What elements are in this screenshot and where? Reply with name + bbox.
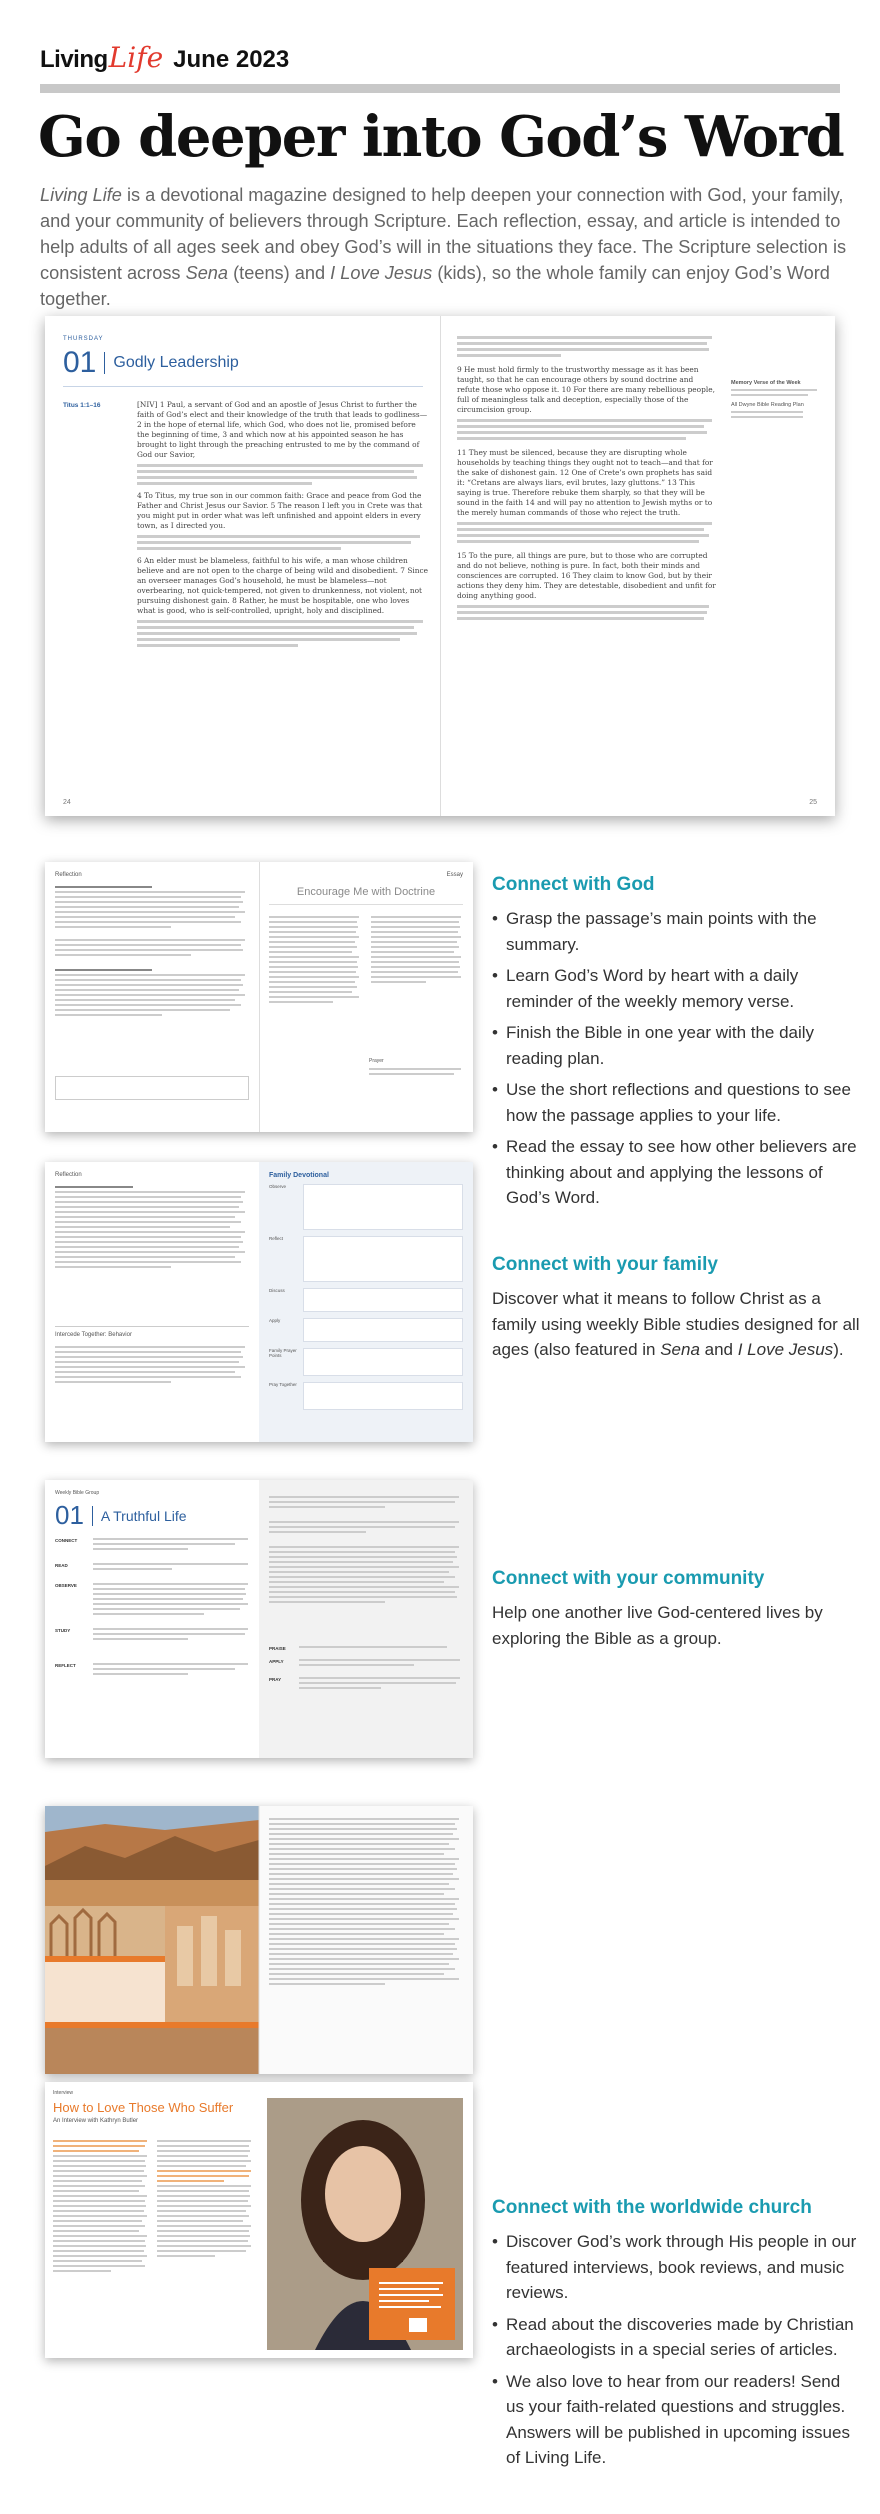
intro-text-1: is a devotional magazine designed to help deepen your connection with God, your family, and your community of believers through Scripture. Each reflection, essay, and article is intended to help adults of all ages seek and obey God’s will in the situations they face. The Scripture selection is consistent across xyxy=(40,185,847,283)
family-row xyxy=(269,1348,463,1376)
scripture-ref: Titus 1:1–16 xyxy=(63,402,101,409)
family-rows xyxy=(269,1184,463,1416)
row-label: Apply xyxy=(269,1318,281,1323)
essay-col-1 xyxy=(269,916,361,1006)
scripture-para-5: 11 They must be silenced, because they are disrupting whole households by teaching things they ought not to teach—and that for the sake of dishonest gain. 12 One of Crete’s own prophets has said it: “Cretans are always liars, evil brutes, lazy gluttons.” 13 This saying is true. Therefore rebuke them sharply, so that they will be sound in the faith 14 and will pay no attention to Jewish myths or to the merely human commands of those who reject the truth. xyxy=(457,448,713,517)
reflection-label: Reflection xyxy=(55,1172,82,1178)
group-label: Weekly Bible Group xyxy=(55,1490,100,1496)
family-row xyxy=(269,1184,463,1230)
section-title-church: Connect with the worldwide church xyxy=(492,2197,812,2218)
god-item: • Finish the Bible in one year with the daily reading plan. xyxy=(492,1020,862,1071)
god-list xyxy=(492,906,862,1211)
commentary-6 xyxy=(457,605,717,620)
group-row xyxy=(55,1583,251,1618)
intro-text-2: (teens) and xyxy=(228,263,331,283)
row-box xyxy=(303,1184,463,1230)
section-connect-family xyxy=(492,1254,862,1363)
right-text xyxy=(457,336,717,626)
scripture-para-4: 9 He must hold firmly to the trustworthy message as it has been taught, so that he can encourage others by sound doctrine and refute those who oppose it. 10 For there are many rebellious people, full of meaningless talk and deception, especially those of the circumcision group. xyxy=(457,365,715,414)
day-divider xyxy=(104,352,105,374)
devotion-title: Godly Leadership xyxy=(113,354,239,371)
carryover-commentary xyxy=(457,336,717,357)
scripture-para-3: 6 An elder must be blameless, faithful to his wife, a man whose children believe and are not open to the charge of being wild and disobedient. 7 Since an overseer manages God’s household, he must be blameless—not overbearing, not quick-tempered, not given to drunkenness, not violent, not pursuing dishonest gain. 8 Rather, he must be hospitable, one who loves what is good, who is self-controlled, upright, holy and disciplined. xyxy=(137,556,429,615)
group-right-rows xyxy=(269,1646,463,1700)
header-rule xyxy=(40,84,840,93)
interview-col-1 xyxy=(53,2140,149,2275)
group-row xyxy=(269,1677,463,1692)
reflection-box xyxy=(55,1076,249,1100)
day-number: 01 xyxy=(63,346,97,379)
reflection-text xyxy=(55,886,249,1019)
church-item: • Read about the discoveries made by Christian archaeologists in a special series of articles. xyxy=(492,2312,862,2363)
section-connect-church xyxy=(492,2197,862,2477)
family-text xyxy=(492,1286,862,1363)
intro-ilj: I Love Jesus xyxy=(330,263,433,283)
row-box xyxy=(303,1236,463,1282)
interview-subtitle: An Interview with Kathryn Butler xyxy=(53,2118,139,2124)
group-row xyxy=(55,1563,251,1573)
family-left-text xyxy=(55,1186,249,1271)
family-sena: Sena xyxy=(660,1340,700,1359)
prayer-label: Prayer xyxy=(369,1058,384,1064)
row-box xyxy=(303,1318,463,1342)
group-row xyxy=(55,1538,251,1553)
commentary-1 xyxy=(137,464,429,485)
archaeology-spread xyxy=(45,1806,473,2074)
spread-fold xyxy=(440,316,441,816)
church-item: • We also love to hear from our readers! Send us your faith-related questions and struggles. Answers will be published in upcoming issues of Living Life. xyxy=(492,2369,862,2471)
intercede-label: Intercede Together: Behavior xyxy=(55,1332,132,1338)
row-label: Family Prayer Points xyxy=(269,1348,297,1358)
interview-title: How to Love Those Who Suffer xyxy=(53,2100,234,2115)
intro-sena: Sena xyxy=(185,263,229,283)
family-row xyxy=(269,1318,463,1342)
divider xyxy=(55,1326,249,1327)
family-row xyxy=(269,1236,463,1282)
scripture-para-6: 15 To the pure, all things are pure, but to those who are corrupted and do not believe, nothing is pure. In fact, both their minds and consciences are corrupted. 16 They claim to know God, but by their actions they deny him. They are detestable, disobedient and unfit for doing anything good. xyxy=(457,551,716,600)
row-label: Discuss xyxy=(269,1288,285,1293)
day-heading xyxy=(63,346,423,387)
row-label: PRAISE xyxy=(269,1646,286,1651)
scripture-para-1: [NIV] 1 Paul, a servant of God and an apostle of Jesus Christ to further the faith of God’s elect and their knowledge of the truth that leads to godliness— 2 in the hope of eternal life, which God, who does not lie, promised before the beginning of time, 3 and which now at his appointed season he has brought to light through the preaching entrusted to me by the command of God our Savior, xyxy=(137,400,428,459)
commentary-4 xyxy=(457,419,717,440)
archaeology-text xyxy=(269,1818,463,1988)
interview-label: Interview xyxy=(53,2090,74,2096)
sidebar-notes xyxy=(731,380,821,421)
group-row xyxy=(269,1646,463,1651)
intercede-text xyxy=(55,1346,249,1386)
row-box xyxy=(303,1288,463,1312)
spread-fold xyxy=(259,862,260,1132)
group-title: A Truthful Life xyxy=(100,1507,187,1524)
section-connect-community xyxy=(492,1568,862,1651)
family-devotional-title: Family Devotional xyxy=(269,1172,329,1179)
section-title-community: Connect with your community xyxy=(492,1568,765,1589)
row-label: READ xyxy=(55,1563,68,1568)
reflection-essay-spread xyxy=(45,862,473,1132)
essay-col-2 xyxy=(371,916,463,986)
page-title: Go deeper into God’s Word xyxy=(38,104,844,170)
row-label: STUDY xyxy=(55,1628,71,1633)
masthead xyxy=(40,34,289,74)
commentary-3 xyxy=(137,620,429,647)
family-row xyxy=(269,1288,463,1312)
bible-group-spread xyxy=(45,1480,473,1758)
interview-spread xyxy=(45,2082,473,2358)
row-label: Pray Together xyxy=(269,1382,297,1387)
row-label: REFLECT xyxy=(55,1663,76,1668)
issue-date: June 2023 xyxy=(173,46,290,73)
page-number-right: 25 xyxy=(809,799,817,806)
god-item: • Read the essay to see how other believers are thinking about and applying the lessons of God’s Word. xyxy=(492,1134,862,1211)
god-item: • Use the short reflections and questions to see how the passage applies to your life. xyxy=(492,1077,862,1128)
essay-label: Essay xyxy=(446,872,463,878)
row-box xyxy=(303,1382,463,1410)
group-right-text xyxy=(269,1496,463,1606)
left-text xyxy=(137,400,429,653)
intro-mag-name: Living Life xyxy=(40,185,122,205)
group-left-rows xyxy=(55,1538,251,1688)
god-item: • Grasp the passage’s main points with the summary. xyxy=(492,906,862,957)
row-label: OBSERVE xyxy=(55,1583,77,1588)
intro-text-3: (kids), so the whole family can enjoy God’s Word together. xyxy=(40,263,830,309)
page-number-left: 24 xyxy=(63,799,71,806)
logo-life: Life xyxy=(108,41,164,74)
church-item: • Discover God’s work through His people in our featured interviews, book reviews, and music reviews. xyxy=(492,2229,862,2306)
church-list xyxy=(492,2229,862,2471)
group-row xyxy=(55,1663,251,1678)
row-label: APPLY xyxy=(269,1659,284,1664)
commentary-2 xyxy=(137,535,429,550)
scripture-para-2: 4 To Titus, my true son in our common faith: Grace and peace from God the Father and Christ Jesus our Savior. 5 The reason I left you in Crete was that you might put in order what was left unfinished and appoint elders in every town, as I directed you. xyxy=(137,491,423,530)
row-label: PRAY xyxy=(269,1677,282,1682)
group-number: 01 xyxy=(55,1500,84,1530)
section-title-god: Connect with God xyxy=(492,874,655,895)
devotional-spread xyxy=(45,316,835,816)
family-devotional-spread xyxy=(45,1162,473,1442)
logo-living: Living xyxy=(40,46,108,73)
prayer-text xyxy=(369,1068,463,1078)
group-heading xyxy=(55,1500,187,1531)
god-item: • Learn God’s Word by heart with a daily reminder of the weekly memory verse. xyxy=(492,963,862,1014)
commentary-5 xyxy=(457,522,717,543)
reflection-label: Reflection xyxy=(55,872,82,878)
author-photo xyxy=(259,2082,473,2358)
interview-col-2 xyxy=(157,2140,253,2260)
row-label: CONNECT xyxy=(55,1538,78,1543)
row-label: Observe xyxy=(269,1184,287,1189)
left-page xyxy=(63,336,423,387)
row-label: Reflect xyxy=(269,1236,284,1241)
row-box xyxy=(303,1348,463,1376)
group-row xyxy=(269,1659,463,1669)
community-text: Help one another live God-centered lives by exploring the Bible as a group. xyxy=(492,1603,823,1648)
family-text-a: Discover what it means to follow Christ as a family using weekly Bible studies designed for all ages (also featured in xyxy=(492,1289,860,1359)
day-label: THURSDAY xyxy=(63,336,104,342)
heading-divider xyxy=(92,1506,93,1526)
family-ilj: I Love Jesus xyxy=(737,1340,834,1359)
section-connect-god xyxy=(492,874,862,1217)
memory-verse-label: Memory Verse of the Week xyxy=(731,380,801,386)
family-row xyxy=(269,1382,463,1410)
intro-paragraph xyxy=(40,182,850,312)
family-text-c: ). xyxy=(833,1340,844,1359)
reading-plan-label: All Dwyne Bible Reading Plan xyxy=(731,402,804,408)
group-row xyxy=(55,1628,251,1643)
section-title-family: Connect with your family xyxy=(492,1254,718,1275)
family-text-b: and xyxy=(699,1340,738,1359)
essay-title: Encourage Me with Doctrine xyxy=(269,886,463,905)
